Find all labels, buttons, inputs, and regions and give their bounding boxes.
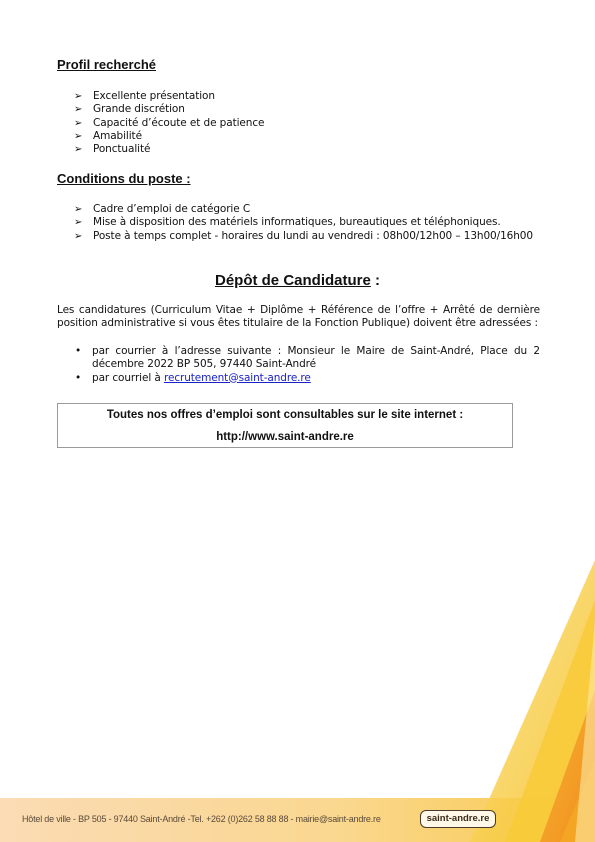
website-url[interactable]: http://www.saint-andre.re	[216, 431, 354, 443]
website-notice-text: Toutes nos offres d’emploi sont consultables sur le site internet :	[106, 409, 464, 421]
list-item: ➢ Cadre d’emploi de catégorie C	[74, 203, 251, 215]
list-item: • par courriel à recrutement@saint-andre.re	[75, 371, 311, 384]
depot-intro-paragraph: Les candidatures (Curriculum Vitae + Diplôme + Référence de l’offre + Arrêté de dernière position administrative si vous êtes titulaire de la Fonction Publique) doivent être adressées :	[57, 304, 540, 330]
profil-list	[74, 90, 544, 156]
footer-website-badge[interactable]: saint-andre.re	[420, 810, 496, 828]
arrowhead-bullet-icon: ➢	[74, 217, 83, 229]
recruitment-email-link[interactable]: recrutement@saint-andre.re	[163, 371, 311, 384]
arrowhead-bullet-icon: ➢	[74, 144, 83, 156]
round-bullet-icon: •	[75, 371, 82, 384]
list-item: ➢ Ponctualité	[74, 143, 151, 156]
footer-address: Hôtel de ville - BP 505 - 97440 Saint-André -Tel. +262 (0)262 58 88 88 - mairie@saint-andre.re	[22, 814, 381, 824]
list-item: ➢ Amabilité	[74, 129, 142, 142]
profil-section-title: Profil recherché	[57, 57, 156, 72]
arrowhead-bullet-icon: ➢	[74, 117, 83, 129]
conditions-list	[74, 203, 544, 243]
website-notice-box	[57, 403, 513, 448]
list-item: ➢ Excellente présentation	[74, 90, 215, 102]
list-item: ➢ Poste à temps complet - horaires du lundi au vendredi : 08h00/12h00 – 13h00/16h00	[74, 229, 533, 242]
round-bullet-icon: •	[75, 345, 82, 357]
conditions-section-title: Conditions du poste :	[57, 171, 191, 186]
arrowhead-bullet-icon: ➢	[74, 91, 83, 102]
arrowhead-bullet-icon: ➢	[74, 130, 83, 142]
arrowhead-bullet-icon: ➢	[74, 104, 83, 116]
arrowhead-bullet-icon: ➢	[74, 204, 83, 215]
list-item: ➢ Grande discrétion	[74, 103, 185, 116]
list-item: ➢ Capacité d’écoute et de patience	[74, 116, 265, 129]
depot-list	[74, 345, 540, 385]
depot-section-title: Dépôt de Candidature :	[214, 272, 381, 289]
list-item: • par courrier à l’adresse suivante : Monsieur le Maire de Saint-André, Place du 2 décembre 2022 BP 505, 97440 Saint-André	[75, 345, 540, 371]
arrowhead-bullet-icon: ➢	[74, 230, 83, 242]
list-item: ➢ Mise à disposition des matériels informatiques, bureautiques et téléphoniques.	[74, 216, 501, 229]
